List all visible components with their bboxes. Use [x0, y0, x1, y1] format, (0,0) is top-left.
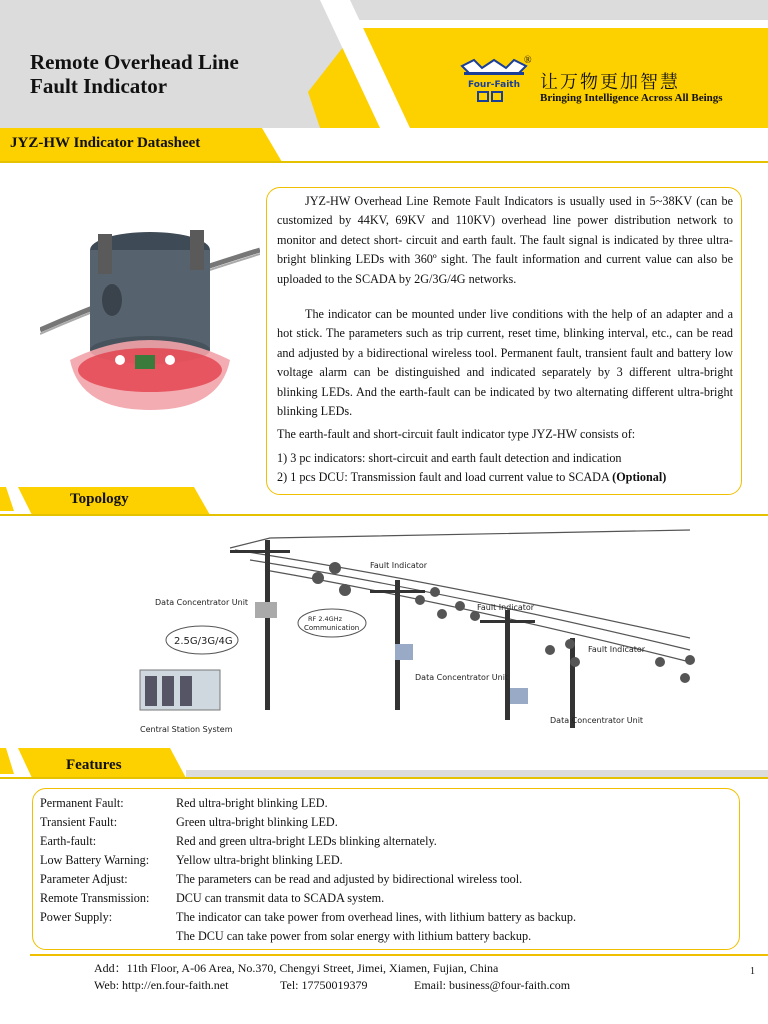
title-line-1: Remote Overhead Line [30, 50, 239, 74]
datasheet-title: JYZ-HW Indicator Datasheet [10, 135, 201, 151]
feature-value: Green ultra-bright blinking LED. [176, 815, 338, 829]
footer-divider [30, 954, 768, 956]
features-bar-left-tab [0, 748, 14, 774]
features-bar-underline [0, 777, 768, 779]
feature-key: Transient Fault: [40, 815, 118, 829]
label-rf: RF 2.4GHz [308, 615, 342, 623]
feature-row [40, 832, 576, 851]
feature-row [40, 889, 576, 908]
features-list [40, 794, 576, 946]
feature-value: DCU can transmit data to SCADA system. [176, 891, 385, 905]
feature-value: Red and green ultra-bright LEDs blinking alternately. [176, 834, 437, 848]
intro-item-2-optional: (Optional) [612, 470, 667, 485]
feature-value: Yellow ultra-bright blinking LED. [176, 853, 343, 867]
footer [94, 960, 570, 994]
footer-tel: Tel: 17750019379 [280, 978, 368, 992]
feature-value: Red ultra-bright blinking LED. [176, 796, 328, 810]
topology-bar-left-tab [0, 487, 14, 511]
footer-web: Web: http://en.four-faith.net [94, 978, 229, 992]
feature-row [40, 927, 576, 946]
feature-row [40, 813, 576, 832]
label-dcu-1: Data Concentrator Unit [155, 598, 249, 607]
feature-row [40, 870, 576, 889]
label-fault-indicator-1: Fault Indicator [370, 561, 428, 570]
feature-key: Parameter Adjust: [40, 872, 128, 886]
feature-row [40, 851, 576, 870]
label-fault-indicator-2: Fault Indicator [477, 603, 535, 612]
footer-address: Add：11th Floor, A-06 Area, No.370, Chengyi Street, Jimei, Xiamen, Fujian, China [94, 961, 499, 975]
feature-value: The DCU can take power from solar energy with lithium battery backup. [176, 929, 532, 943]
feature-row [40, 908, 576, 927]
header-white-band [340, 20, 768, 28]
intro-item-2-text: 2) 1 pcs DCU: Transmission fault and load current value to SCADA [277, 470, 613, 485]
feature-value: The indicator can take power from overhead lines, with lithium battery as backup. [176, 910, 577, 924]
features-title: Features [66, 757, 122, 773]
datasheet-bar-underline [0, 161, 768, 163]
feature-value: The parameters can be read and adjusted by bidirectional wireless tool. [176, 872, 523, 886]
product-photo [40, 210, 260, 430]
chinese-slogan: 让万物更加智慧 [540, 72, 680, 93]
label-fault-indicator-3: Fault Indicator [588, 645, 646, 654]
feature-key: Earth-fault: [40, 834, 97, 848]
feature-key: Low Battery Warning: [40, 853, 150, 867]
intro-paragraph-1: JYZ-HW Overhead Line Remote Fault Indicators is usually used in 5~38KV (can be customized by 44KV, 69KV and 110KV) overhead line power distribution network to monitor and detect short- circuit and earth fault. The fault signal is indicated by three ultra-bright blinking LEDs with 360º sight. The fault information and current value can also be uploaded to the SCADA by 2G/3G/4G networks. [277, 194, 733, 286]
feature-row [40, 794, 576, 813]
topology-title: Topology [70, 491, 129, 507]
label-dcu-2: Data Concentrator Unit [415, 673, 509, 682]
feature-key: Permanent Fault: [40, 796, 124, 810]
document-title [30, 50, 239, 98]
english-slogan: Bringing Intelligence Across All Beings [540, 92, 723, 104]
intro-paragraph-2: The indicator can be mounted under live conditions with the help of an adapter and a hot stick. The parameters such as trip current, reset time, blinking interval, etc., can be read and adjusted by a bidirectional wireless tool. Permanent fault, transient fault and battery low voltage alarm can be distinguished and indicated separately by 3 different ultra-bright blinking LEDs. And the earth-fault can be indicated by two alternating different ultra-bright blinking LEDs. [277, 307, 733, 419]
footer-email: Email: business@four-faith.com [414, 978, 571, 992]
label-central-station: Central Station System [140, 725, 233, 734]
label-dcu-3: Data Concentrator Unit [550, 716, 644, 725]
intro-item-1: 1) 3 pc indicators: short-circuit and earth fault detection and indication [277, 450, 622, 465]
label-communication: Communication [304, 624, 360, 632]
intro-paragraph-3: The earth-fault and short-circuit fault indicator type JYZ-HW consists of: [277, 427, 636, 442]
feature-key: Remote Transmission: [40, 891, 150, 905]
logo-text: Four-Faith [467, 80, 521, 90]
title-line-2: Fault Indicator [30, 74, 168, 98]
feature-key: Power Supply: [40, 910, 113, 924]
intro-item-2 [277, 468, 733, 487]
intro-text [277, 192, 733, 488]
page-number: 1 [750, 966, 755, 977]
topology-diagram [130, 520, 720, 740]
label-network: 2.5G/3G/4G [174, 636, 233, 647]
topology-bar-underline [0, 514, 768, 516]
footer-contact-row [94, 977, 570, 994]
registered-mark: ® [524, 55, 532, 66]
feature-key [40, 927, 176, 946]
